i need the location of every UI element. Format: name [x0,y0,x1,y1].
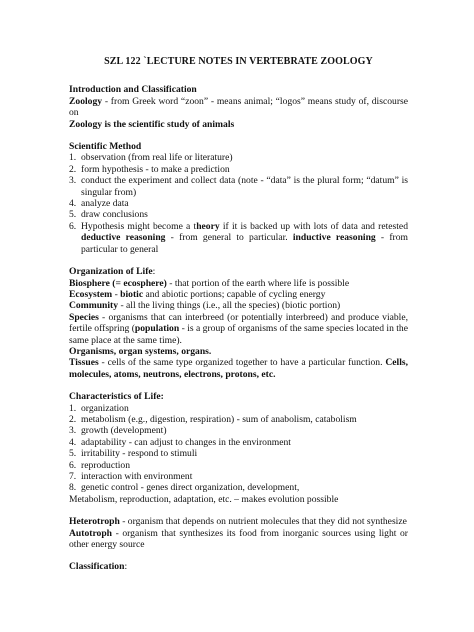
ecosystem-term: Ecosystem [69,288,113,300]
species-def-text-2: - is a group of organisms of the same species located in the same place at the same time). [69,323,408,346]
list-text: interaction with environment [81,471,193,482]
section-trophs [69,516,408,550]
autotroph-term: Autotroph [69,527,113,539]
list-number: 4. [69,436,77,448]
section-characteristics-of-life [69,391,408,505]
section-scientific-method [69,141,408,255]
characteristics-list [69,403,408,494]
heading-organization [69,266,408,277]
list-item [69,425,408,436]
community-def-text: - all the living things (i.e., all the species) (biotic portion) [118,300,341,312]
list-item [69,164,408,175]
heading-classification [69,561,408,572]
list-item [69,209,408,220]
list-item [69,437,408,448]
list-text: - from particular to general [81,232,408,255]
deductive-reasoning-term: deductive reasoning [81,232,166,244]
population-term: population [134,323,180,335]
list-item [69,482,408,493]
heterotroph-def-text: - organism that depends on nutrient molecules that they did not synthesize [119,516,407,528]
heading-organization-text: Organization of Life [69,266,153,278]
ecosystem-definition [69,289,408,300]
list-number: 4. [69,198,77,210]
list-item [69,403,408,414]
list-number: 7. [69,471,77,482]
list-item [69,198,408,209]
heading-characteristics: Characteristics of Life: [69,391,164,403]
list-text: genetic control - genes direct organization, development, [81,482,300,494]
list-text: organization [81,402,129,414]
method-steps-list [69,152,408,255]
list-text: Hypothesis might become a t [81,220,197,232]
list-text: growth (development) [81,425,167,437]
biosphere-def-text: - that portion of the earth where life is possible [166,277,350,289]
list-item [69,471,408,482]
heading-scientific-method: Scientific Method [69,141,142,153]
heterotroph-definition [69,516,408,527]
list-number: 5. [69,209,77,221]
list-number: 5. [69,448,77,460]
section-organization-of-life [69,266,408,380]
zoology-definition [69,96,408,119]
list-item [69,175,408,198]
community-term: Community [69,300,119,312]
list-item [69,460,408,471]
biosphere-term: Biosphere (= ecosphere) [69,277,167,289]
heterotroph-term: Heterotroph [69,516,120,528]
community-definition [69,300,408,311]
heading-introduction: Introduction and Classification [69,84,197,96]
inductive-reasoning-term: inductive reasoning [292,232,376,244]
characteristics-tail: Metabolism, reproduction, adaptation, etc. – makes evolution possible [69,493,339,505]
tissues-term: Tissues [69,357,99,369]
list-text: analyze data [81,198,129,210]
list-number: 3. [69,175,77,187]
list-text: - from general to particular. [165,232,293,244]
tissues-def-text: - cells of the same type organized together to have a particular function. [98,357,386,369]
species-def-text: - organisms that can interbreed (or potentially interbreed) and produce viable, fertile offspring ( [69,311,408,335]
biotic-term: biotic [120,288,144,300]
zoology-term: Zoology [69,95,103,107]
list-item [69,448,408,459]
species-term: Species [69,311,99,323]
section-introduction [69,84,408,130]
list-item [69,414,408,425]
list-number: 3. [69,425,77,437]
biosphere-definition [69,278,408,289]
list-number: 1. [69,152,77,164]
autotroph-def-text: - organism that synthesizes its food from inorganic sources using light or other energy source [69,527,408,551]
tissues-definition [69,357,408,380]
autotroph-definition [69,528,408,551]
list-text: form hypothesis - to make a prediction [81,163,230,175]
separator: - [112,288,121,300]
list-number: 2. [69,163,77,175]
list-text: reproduction [81,459,131,471]
list-text: metabolism (e.g., digestion, respiration) - sum of anabolism, catabolism [81,413,357,425]
species-definition [69,312,408,346]
list-item [69,152,408,163]
page-title: SZL 122 `LECTURE NOTES IN VERTEBRATE ZOOLOGY [104,56,373,67]
zoology-statement: Zoology is the scientific study of animals [69,118,235,130]
list-text: observation (from real life or literature) [81,152,233,164]
heading-colon: : [152,266,156,278]
list-text: draw conclusions [81,209,148,221]
list-number: 6. [69,220,77,232]
heading-classification-text: Classification [69,561,125,573]
list-text: conduct the experiment and collect data (note - “data” is the plural form; “datum” is singular from) [81,175,408,198]
tissues-tail: Cells, molecules, atoms, neutrons, electrons, protons, etc. [69,357,408,380]
organisms-line: Organisms, organ systems, organs. [69,345,212,357]
section-classification [69,561,408,572]
zoology-def-text: - from Greek word “zoon” - means animal; “logos” means study of, discourse on [69,95,408,119]
list-text: if it is backed up with lots of data and retested [219,220,408,232]
ecosystem-def-text: and abiotic portions; capable of cycling energy [143,288,326,300]
list-number: 8. [69,482,77,494]
list-item [69,221,408,255]
list-number: 6. [69,459,77,471]
list-number: 2. [69,413,77,425]
list-number: 1. [69,402,77,414]
theory-term: heory [196,220,220,232]
list-text: adaptability - can adjust to changes in the environment [81,436,291,448]
list-text: irritability - respond to stimuli [81,448,198,460]
heading-colon: : [124,561,128,573]
